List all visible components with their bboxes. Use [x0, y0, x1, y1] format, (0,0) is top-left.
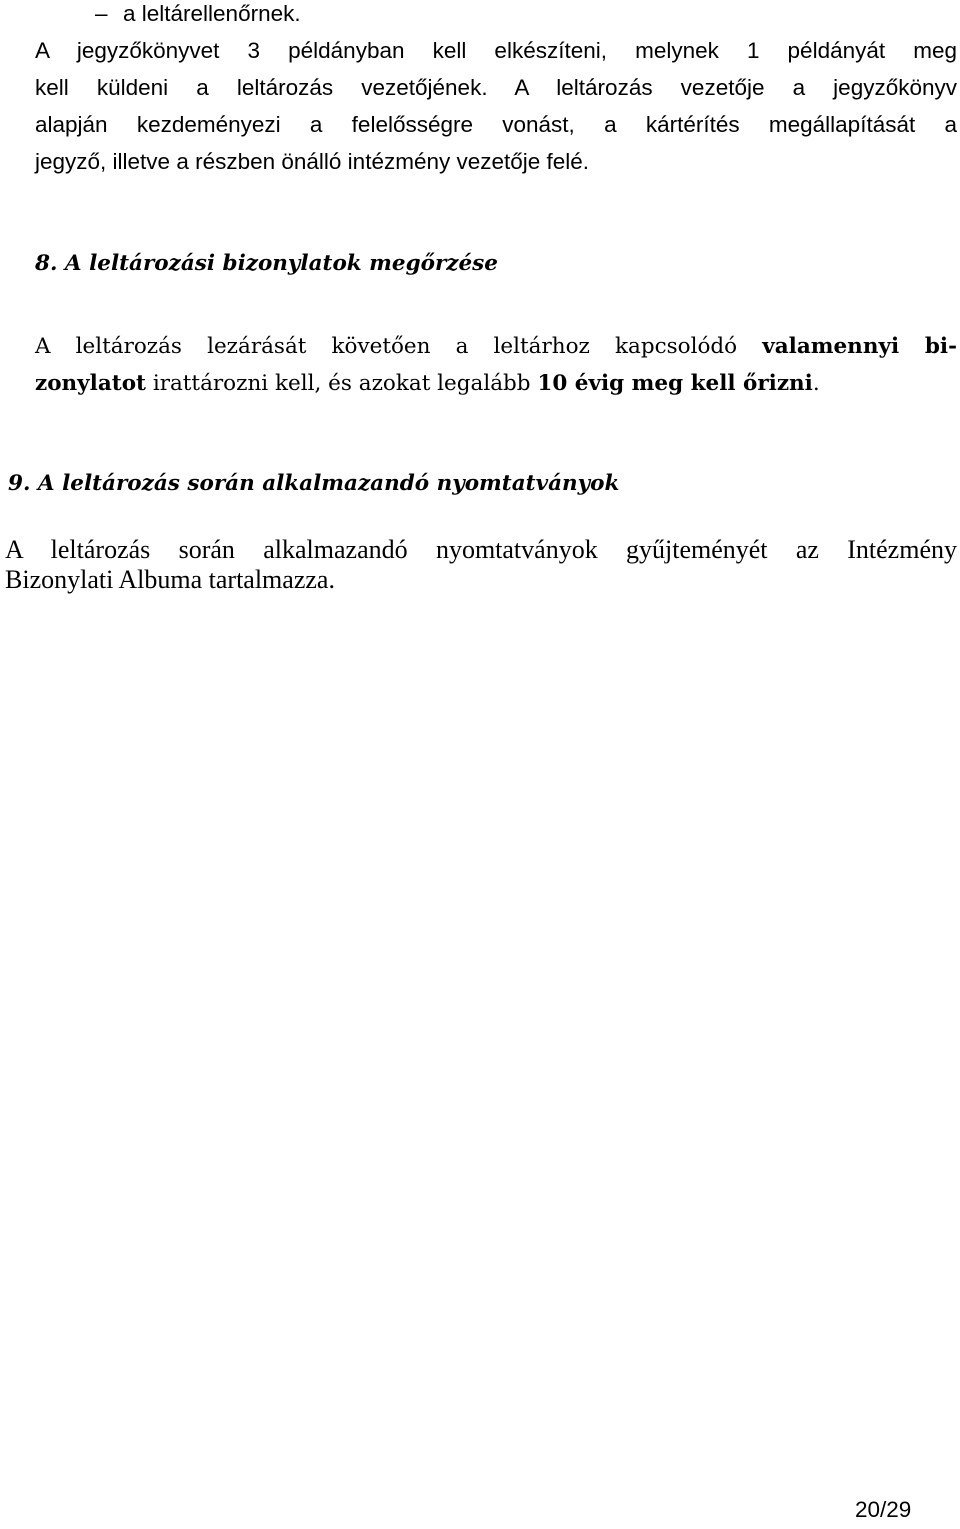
list-item-text: a leltárellenőrnek. [123, 1, 301, 26]
section-8-line-2 [35, 365, 957, 402]
list-dash: – [95, 1, 108, 26]
paragraph-protocol [35, 32, 957, 180]
bold-run: 10 évig meg kell őrizni [537, 371, 813, 396]
section-9-heading: 9. A leltározás során alkalmazandó nyomtatványok [8, 471, 620, 496]
text-run: . [812, 371, 820, 396]
section-9-line: Bizonylati Albuma tartalmazza. [5, 565, 335, 594]
bold-run: valamennyi bi- [762, 334, 957, 359]
text-run: A leltározás lezárását követően a leltárhoz kapcsolódó [35, 334, 763, 359]
section-8-heading: 8. A leltározási bizonylatok megőrzése [35, 251, 498, 276]
section-9-line: A leltározás során alkalmazandó nyomtatványok gyűjteményét az Intézmény [5, 535, 957, 564]
paragraph-line: alapján kezdeményezi a felelősségre vonást, a kártérítés megállapítását a [35, 112, 957, 137]
section-8-paragraph [35, 328, 957, 402]
text-run: irattározni kell, és azokat legalább [145, 371, 538, 396]
bold-run: zonylatot [35, 371, 146, 396]
page-number: 20/29 [855, 1497, 912, 1522]
list-item-leltarellenor [95, 0, 301, 32]
paragraph-line: kell küldeni a leltározás vezetőjének. A leltározás vezetője a jegyzőkönyv [35, 75, 957, 100]
section-9-paragraph [5, 535, 957, 595]
section-8-line-1 [35, 328, 957, 365]
paragraph-line: A jegyzőkönyvet 3 példányban kell elkészíteni, melynek 1 példányát meg [35, 38, 957, 63]
paragraph-line: jegyző, illetve a részben önálló intézmény vezetője felé. [35, 149, 590, 174]
